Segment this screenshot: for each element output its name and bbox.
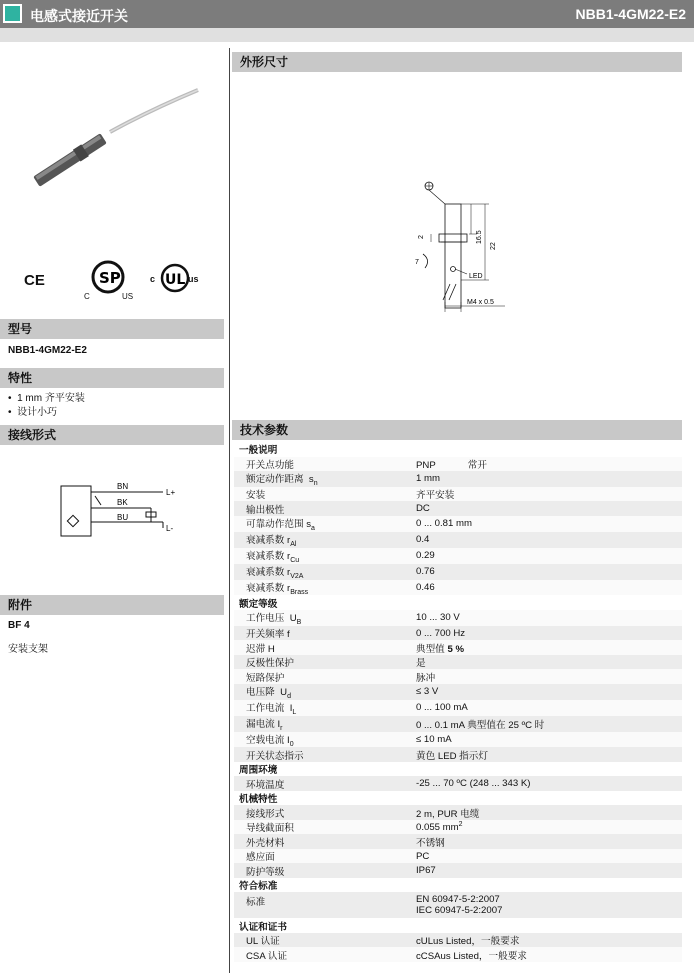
wiring-diagram: [55, 478, 185, 538]
section-model: 型号: [0, 319, 224, 339]
spec-row: 开关频率 f 0 ... 700 Hz: [234, 626, 682, 641]
spec-row: 衰减系数 $r_{Cu}$ 0.29: [234, 548, 682, 564]
spec-row: 开关状态指示 黄色 LED 指示灯: [234, 747, 682, 762]
spec-row: 衰减系数 $r_{Al}$ 0.4: [234, 532, 682, 548]
csa-us-label: US: [122, 292, 134, 301]
spec-row: 防护等级 IP67: [234, 863, 682, 878]
spec-row: 迟滞 H 典型值 5 %: [234, 640, 682, 655]
accessory-desc: 安装支架: [8, 644, 48, 655]
svg-text:UL: UL: [165, 272, 186, 288]
dimension-drawing: [405, 176, 515, 316]
spec-row: 标准 EN 60947-5-2:2007 IEC 60947-5-2:2007: [234, 892, 682, 918]
spec-row: 衰减系数 $r_{V2A}$ 0.76: [234, 564, 682, 580]
wire-bn-label: BN: [117, 482, 129, 491]
section-features: 特性: [0, 368, 224, 388]
feature-text: 1 mm 齐平安装: [17, 393, 85, 404]
spec-group: 认证和证书: [234, 918, 682, 933]
product-image: [20, 80, 200, 200]
spec-group: 符合标准: [234, 878, 682, 893]
svg-text:SP: SP: [99, 269, 121, 287]
dim-165-label: 16.5: [476, 230, 483, 244]
led-label: LED: [469, 273, 483, 280]
feature-item: • 1 mm 齐平安装: [8, 393, 85, 404]
spec-row: 接线形式 2 m, PUR 电缆: [234, 805, 682, 820]
spec-group: 一般说明: [234, 442, 682, 457]
spec-row: 短路保护 脉冲: [234, 669, 682, 684]
wire-lminus-label: L-: [166, 524, 174, 533]
dim-7-label: 7: [415, 259, 419, 266]
csa-c-label: C: [84, 292, 90, 301]
header-bar: [0, 0, 694, 28]
spec-group: 额定等级: [234, 595, 682, 610]
section-tech: 技术参数: [232, 420, 682, 440]
spec-group: 机械特性: [234, 791, 682, 806]
thread-label: M4 x 0.5: [467, 299, 494, 306]
sub-bar: [0, 28, 694, 42]
spec-row: 漏电流 $I_r$ 0 ... 0.1 mA 典型值在 25 ºC 时: [234, 716, 682, 732]
spec-row: 输出极性 DC: [234, 501, 682, 516]
spec-row: 电压降 $U_d$ ≤ 3 V: [234, 684, 682, 700]
spec-group: 周围环境: [234, 762, 682, 777]
spec-row: 可靠动作范围 $s_a$ 0 ... 0.81 mm: [234, 516, 682, 532]
ce-mark: CE: [24, 272, 45, 289]
spec-row: 安装 齐平安装: [234, 487, 682, 502]
wire-lplus-label: L+: [166, 488, 176, 497]
feature-text: 设计小巧: [17, 407, 58, 418]
section-dimensions: 外形尺寸: [232, 52, 682, 72]
section-accessories: 附件: [0, 595, 224, 615]
spec-row: 开关点功能 PNP 常开: [234, 457, 682, 472]
section-wiring: 接线形式: [0, 425, 224, 445]
accessory-code: BF 4: [8, 620, 30, 631]
brand-logo: [3, 4, 22, 23]
model-title: NBB1-4GM22-E2: [575, 6, 686, 22]
spec-row: 工作电压 $U_B$ 10 ... 30 V: [234, 610, 682, 626]
spec-row: CSA 认证 cCSAus Listed，一般要求: [234, 947, 682, 962]
dim-2-label: 2: [418, 235, 425, 239]
model-value: NBB1-4GM22-E2: [8, 345, 87, 356]
spec-row: 空载电流 $I_0$ ≤ 10 mA: [234, 732, 682, 748]
spec-row: 反极性保护 是: [234, 655, 682, 670]
wire-bu-label: BU: [117, 513, 129, 522]
wire-bk-label: BK: [117, 498, 128, 507]
spec-row: 环境温度 -25 ... 70 ºC (248 ... 343 K): [234, 776, 682, 791]
spec-row: 外壳材料 不锈钢: [234, 834, 682, 849]
column-divider: [229, 48, 230, 973]
spec-row: 感应面 PC: [234, 849, 682, 864]
ul-us-label: us: [188, 274, 199, 284]
spec-row: 工作电流 $I_L$ 0 ... 100 mA: [234, 700, 682, 716]
feature-item: • 设计小巧: [8, 407, 58, 418]
spec-table: [234, 442, 682, 962]
spec-row: 额定动作距离 $s_n$ 1 mm: [234, 471, 682, 487]
dim-22-label: 22: [490, 242, 497, 250]
page-title: 电感式接近开关: [30, 8, 128, 24]
ul-c-label: c: [150, 274, 156, 284]
spec-row: 导线截面积 0.055 $mm^2$: [234, 820, 682, 835]
spec-row: UL 认证 cULus Listed，一般要求: [234, 933, 682, 948]
spec-row: 衰减系数 $r_{Brass}$ 0.46: [234, 580, 682, 596]
